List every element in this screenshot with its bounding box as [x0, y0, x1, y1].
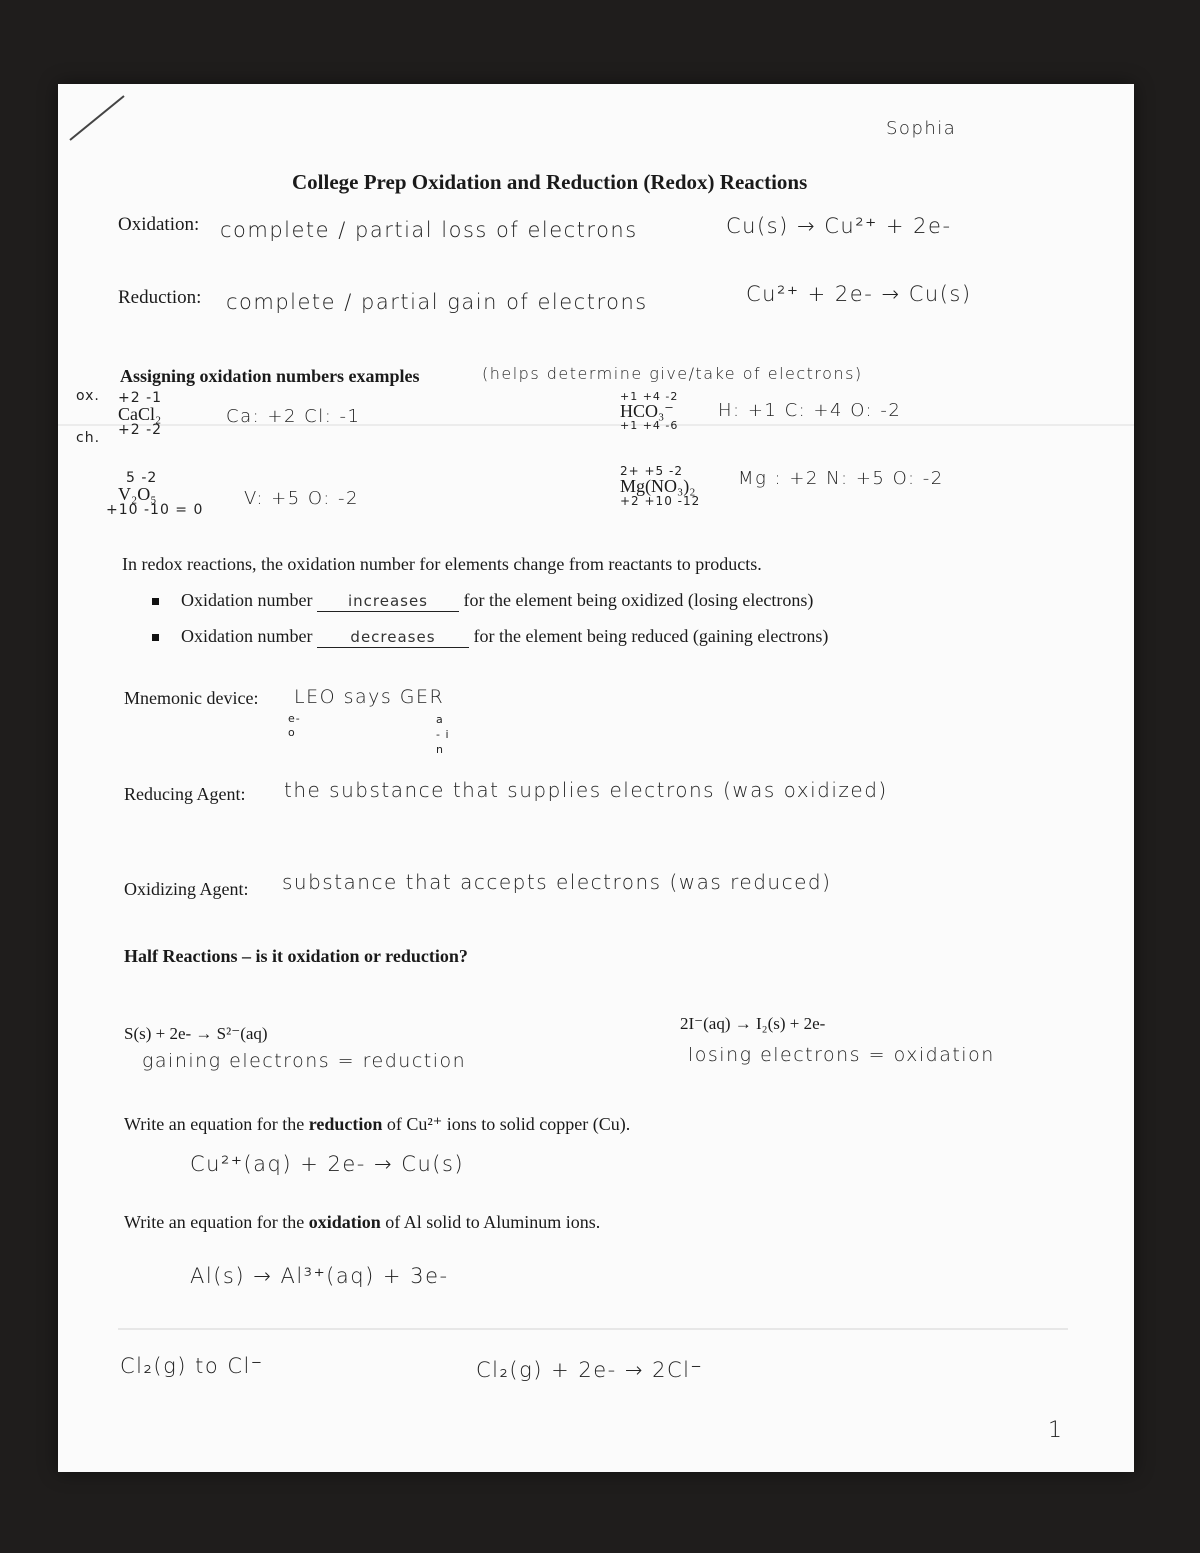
- hco3-answer: H: +1 C: +4 O: -2: [718, 400, 902, 421]
- cacl2-top-numbers: +2 -1: [118, 390, 163, 406]
- mnemonic-answer: LEO says GER: [294, 686, 445, 708]
- question-reduction-suffix: of Cu²⁺ ions to solid copper (Cu).: [386, 1114, 631, 1134]
- oxidation-answer: complete / partial loss of electrons: [220, 218, 638, 242]
- bullet-dot: [152, 598, 159, 605]
- bullet-reduction-suffix: for the element being reduced (gaining electrons): [473, 626, 829, 646]
- reduction-example: Cu²⁺ + 2e- → Cu(s): [746, 282, 972, 306]
- assigning-heading: Assigning oxidation numbers examples: [120, 366, 420, 386]
- oxidizing-agent-answer: substance that accepts electrons (was reduced): [282, 870, 832, 894]
- page-title: College Prep Oxidation and Reduction (Redox) Reactions: [292, 170, 808, 194]
- v2o5-top-numbers: 5 -2: [126, 470, 158, 486]
- mgno3-answer: Mg : +2 N: +5 O: -2: [738, 468, 944, 489]
- assigning-note: (helps determine give/take of electrons): [482, 364, 863, 383]
- half-right-answer: losing electrons = oxidation: [688, 1044, 995, 1066]
- compound-mgno3: [620, 464, 700, 508]
- v2o5-bottom-numbers: +10 -10 = 0: [106, 502, 204, 518]
- bullet-oxidation-prefix: Oxidation number: [181, 590, 313, 610]
- half-reactions-heading: Half Reactions – is it oxidation or reduction?: [124, 946, 468, 966]
- bullet-dot: [152, 634, 159, 641]
- answer-oxidation: Al(s) → Al³⁺(aq) + 3e-: [190, 1264, 449, 1288]
- bullet-oxidation: [152, 590, 813, 612]
- half-left-equation: S(s) + 2e- → S²⁻(aq): [124, 1024, 268, 1043]
- ger-vertical-letters: a - i n: [436, 713, 450, 756]
- cacl2-answer: Ca: +2 Cl: -1: [226, 406, 361, 427]
- half-right-equation: 2I⁻(aq) → I₂(s) + 2e-: [680, 1014, 826, 1033]
- page-number: 1: [1048, 1418, 1064, 1443]
- compound-cacl2: [118, 390, 162, 438]
- side-note-ch: ch.: [76, 430, 101, 446]
- answer-reduction: Cu²⁺(aq) + 2e- → Cu(s): [190, 1152, 465, 1176]
- blank-decreases: [317, 626, 469, 648]
- worksheet-page: [58, 84, 1134, 1472]
- check-mark-icon: [66, 92, 128, 144]
- side-note-ox: ox.: [76, 388, 100, 404]
- extra-right: Cl₂(g) + 2e- → 2Cl⁻: [476, 1358, 704, 1382]
- question-reduction-keyword: reduction: [308, 1114, 383, 1134]
- question-oxidation: [124, 1212, 600, 1233]
- v2o5-answer: V: +5 O: -2: [244, 488, 359, 509]
- v2o5-formula: V₂O₅: [118, 484, 157, 504]
- compound-v2o5: [106, 470, 204, 518]
- divider-line: [118, 1328, 1068, 1330]
- blank-increases-answer: increases: [347, 592, 428, 610]
- student-name: Sophia: [886, 118, 957, 139]
- half-left-answer: gaining electrons = reduction: [142, 1050, 467, 1072]
- oxidation-example: Cu(s) → Cu²⁺ + 2e-: [726, 214, 952, 238]
- paper-fold: [58, 424, 1134, 426]
- question-oxidation-prefix: Write an equation for the: [124, 1212, 305, 1232]
- compound-hco3: [620, 390, 678, 432]
- oxidizing-agent-label: Oxidizing Agent:: [124, 879, 249, 899]
- cacl2-bottom-numbers: +2 -2: [118, 422, 163, 438]
- hco3-formula: HCO₃⁻: [620, 401, 674, 421]
- reducing-agent-answer: the substance that supplies electrons (was oxidized): [284, 778, 888, 802]
- mgno3-bottom-numbers: +2 +10 -12: [620, 494, 701, 508]
- mgno3-top-numbers: 2+ +5 -2: [620, 464, 683, 478]
- question-reduction: [124, 1114, 630, 1135]
- question-reduction-prefix: Write an equation for the: [124, 1114, 305, 1134]
- mnemonic-label: Mnemonic device:: [124, 688, 259, 708]
- mgno3-formula: Mg(NO₃)₂: [620, 476, 696, 496]
- reducing-agent-label: Reducing Agent:: [124, 784, 246, 804]
- hco3-bottom-numbers: +1 +4 -6: [620, 419, 679, 432]
- hco3-top-numbers: +1 +4 -2: [620, 390, 679, 403]
- bullet-oxidation-suffix: for the element being oxidized (losing electrons): [463, 590, 814, 610]
- oxidation-label: Oxidation:: [118, 214, 200, 235]
- cacl2-formula: CaCl₂: [118, 404, 162, 424]
- reduction-answer: complete / partial gain of electrons: [226, 290, 648, 314]
- blank-decreases-answer: decreases: [350, 628, 436, 646]
- question-oxidation-suffix: of Al solid to Aluminum ions.: [385, 1212, 601, 1232]
- blank-increases: [317, 590, 459, 612]
- question-oxidation-keyword: oxidation: [308, 1212, 381, 1232]
- redox-intro: In redox reactions, the oxidation number for elements change from reactants to products.: [122, 554, 762, 574]
- reduction-label: Reduction:: [118, 287, 202, 308]
- bullet-reduction-prefix: Oxidation number: [181, 626, 313, 646]
- bullet-reduction: [152, 626, 828, 648]
- leo-vertical-letters: e- o: [288, 712, 301, 739]
- extra-left: Cl₂(g) to Cl⁻: [120, 1354, 264, 1378]
